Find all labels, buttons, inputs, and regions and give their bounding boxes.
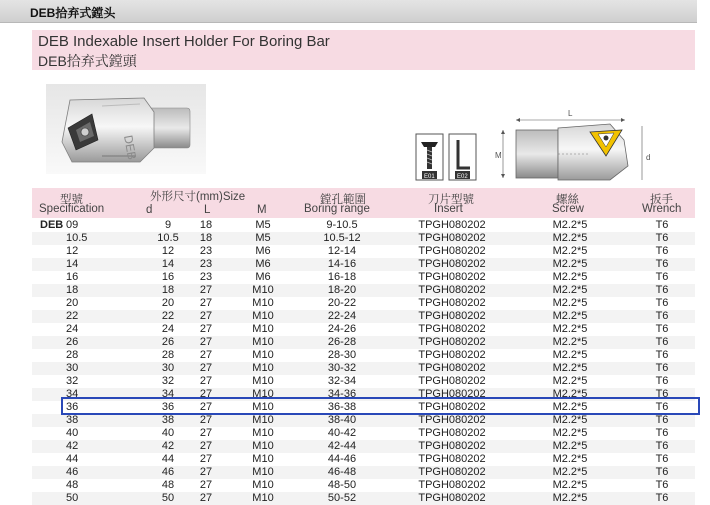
l-cell: 27: [199, 388, 213, 400]
d-cell: 46: [161, 466, 175, 478]
screw-cell: M2.2*5: [552, 414, 588, 426]
spec-cell: 48: [66, 479, 79, 491]
wrench-cell: T6: [655, 349, 669, 361]
spec-cell: 46: [66, 466, 79, 478]
product-images: [32, 70, 695, 188]
header-spec-en: Specification: [39, 203, 105, 215]
table-row: [32, 297, 695, 310]
header-insert-en: Insert: [434, 203, 463, 215]
screw-cell: M2.2*5: [552, 440, 588, 452]
spec-cell: 42: [66, 440, 79, 452]
table-row: [32, 414, 695, 427]
m-cell: M10: [252, 336, 274, 348]
boring-range-cell: 30-32: [327, 362, 357, 374]
table-header: [32, 188, 695, 218]
table-row: [32, 323, 695, 336]
wrench-code: E02: [457, 174, 468, 180]
screw-cell: M2.2*5: [552, 245, 588, 257]
d-cell: 50: [161, 492, 175, 504]
header-size: 外形尺寸(mm)Size: [150, 191, 246, 203]
table-row: [32, 219, 695, 232]
m-cell: M10: [252, 492, 274, 504]
m-cell: M10: [252, 440, 274, 452]
wrench-cell: T6: [655, 440, 669, 452]
l-cell: 27: [199, 310, 213, 322]
boring-range-cell: 40-42: [327, 427, 357, 439]
d-cell: 42: [161, 440, 175, 452]
header-wrench-cn: 扳手: [650, 194, 673, 206]
l-cell: 27: [199, 427, 213, 439]
l-cell: 23: [199, 271, 213, 283]
boring-range-cell: 50-52: [327, 492, 357, 504]
spec-cell: 44: [66, 453, 79, 465]
tool-photo: [46, 84, 206, 174]
d-cell: 32: [161, 375, 175, 387]
spec-cell: 36: [66, 401, 79, 413]
spec-cell: 38: [66, 414, 79, 426]
wrench-cell: T6: [655, 401, 669, 413]
screw-cell: M2.2*5: [552, 492, 588, 504]
screw-cell: M2.2*5: [552, 375, 588, 387]
spec-cell: 20: [66, 297, 79, 309]
spec-cell: 40: [66, 427, 79, 439]
m-cell: M6: [255, 245, 271, 257]
header-l: L: [204, 204, 211, 216]
boring-range-cell: 48-50: [327, 479, 357, 491]
boring-range-cell: 42-44: [327, 440, 357, 452]
product-header: [32, 30, 695, 70]
table-row: [32, 271, 695, 284]
insert-cell: TPGH080202: [418, 310, 486, 322]
insert-cell: TPGH080202: [418, 232, 486, 244]
l-cell: 27: [199, 284, 213, 296]
m-cell: M10: [252, 479, 274, 491]
dimension-length-label: L: [568, 109, 573, 118]
insert-cell: TPGH080202: [418, 401, 486, 413]
screw-icon: [416, 134, 443, 180]
insert-cell: TPGH080202: [418, 375, 486, 387]
boring-range-cell: 36-38: [327, 401, 357, 413]
table-row: [32, 440, 695, 453]
dimension-height-label: M: [495, 151, 502, 160]
d-cell: 14: [161, 258, 175, 270]
m-cell: M10: [252, 388, 274, 400]
l-cell: 23: [199, 245, 213, 257]
wrench-cell: T6: [655, 219, 669, 231]
l-cell: 27: [199, 479, 213, 491]
spec-cell: 32: [66, 375, 79, 387]
model-prefix: DEB: [40, 219, 64, 231]
screw-cell: M2.2*5: [552, 297, 588, 309]
spec-cell: 16: [66, 271, 79, 283]
table-row: [32, 375, 695, 388]
wrench-cell: T6: [655, 375, 669, 387]
insert-cell: TPGH080202: [418, 466, 486, 478]
boring-range-cell: 26-28: [327, 336, 357, 348]
boring-range-cell: 38-40: [327, 414, 357, 426]
boring-range-cell: 34-36: [327, 388, 357, 400]
header-m: M: [257, 204, 267, 216]
d-cell: 40: [161, 427, 175, 439]
wrench-cell: T6: [655, 258, 669, 270]
wrench-cell: T6: [655, 414, 669, 426]
d-cell: 9: [164, 219, 172, 231]
insert-cell: TPGH080202: [418, 323, 486, 335]
wrench-cell: T6: [655, 466, 669, 478]
screw-cell: M2.2*5: [552, 310, 588, 322]
m-cell: M10: [252, 310, 274, 322]
spec-cell: 28: [66, 349, 79, 361]
insert-cell: TPGH080202: [418, 479, 486, 491]
wrench-cell: T6: [655, 336, 669, 348]
m-cell: M10: [252, 401, 274, 413]
boring-range-cell: 24-26: [327, 323, 357, 335]
wrench-cell: T6: [655, 271, 669, 283]
boring-range-cell: 44-46: [327, 453, 357, 465]
l-cell: 27: [199, 375, 213, 387]
l-cell: 27: [199, 362, 213, 374]
header-d: d: [146, 204, 153, 216]
header-screw-en: Screw: [552, 203, 584, 215]
screw-cell: M2.2*5: [552, 453, 588, 465]
product-title-en: DEB Indexable Insert Holder For Boring Bar: [38, 33, 330, 50]
product-illustration: [32, 70, 695, 188]
header-wrench-en: Wrench: [642, 203, 682, 215]
screw-cell: M2.2*5: [552, 219, 588, 231]
screw-cell: M2.2*5: [552, 349, 588, 361]
boring-range-cell: 22-24: [327, 310, 357, 322]
window-title: DEB拾弃式鏜头: [30, 6, 116, 20]
table-row: [32, 479, 695, 492]
boring-range-cell: 12-14: [327, 245, 357, 257]
screw-cell: M2.2*5: [552, 401, 588, 413]
l-cell: 27: [199, 440, 213, 452]
wrench-cell: T6: [655, 492, 669, 504]
table-row: [32, 453, 695, 466]
insert-cell: TPGH080202: [418, 440, 486, 452]
d-cell: 20: [161, 297, 175, 309]
d-cell: 10.5: [157, 232, 179, 244]
wrench-cell: T6: [655, 310, 669, 322]
boring-range-cell: 18-20: [327, 284, 357, 296]
wrench-icon: [449, 134, 476, 180]
highlight-box: [61, 397, 700, 415]
header-insert-cn: 刀片型號: [428, 194, 474, 206]
d-cell: 28: [161, 349, 175, 361]
m-cell: M10: [252, 427, 274, 439]
l-cell: 18: [199, 219, 213, 231]
l-cell: 27: [199, 492, 213, 504]
screw-cell: M2.2*5: [552, 232, 588, 244]
screw-cell: M2.2*5: [552, 388, 588, 400]
l-cell: 27: [199, 414, 213, 426]
screw-cell: M2.2*5: [552, 466, 588, 478]
l-cell: 27: [199, 336, 213, 348]
d-cell: 26: [161, 336, 175, 348]
table-row: [32, 349, 695, 362]
d-cell: 16: [161, 271, 175, 283]
wrench-cell: T6: [655, 388, 669, 400]
boring-range-cell: 28-30: [327, 349, 357, 361]
dimension-drawing: [495, 109, 650, 180]
m-cell: M10: [252, 362, 274, 374]
screw-code: E01: [424, 174, 435, 180]
spec-table: [32, 219, 695, 505]
l-cell: 27: [199, 297, 213, 309]
spec-cell: 12: [66, 245, 79, 257]
wrench-cell: T6: [655, 427, 669, 439]
l-cell: 27: [199, 453, 213, 465]
table-row: [32, 245, 695, 258]
m-cell: M5: [255, 219, 271, 231]
screw-cell: M2.2*5: [552, 323, 588, 335]
screw-cell: M2.2*5: [552, 336, 588, 348]
d-cell: 38: [161, 414, 175, 426]
d-cell: 36: [161, 401, 175, 413]
spec-cell: 24: [66, 323, 79, 335]
wrench-cell: T6: [655, 479, 669, 491]
screw-cell: M2.2*5: [552, 258, 588, 270]
boring-range-cell: 46-48: [327, 466, 357, 478]
boring-range-cell: 16-18: [327, 271, 357, 283]
wrench-cell: T6: [655, 453, 669, 465]
l-cell: 27: [199, 323, 213, 335]
header-screw-cn: 螺絲: [556, 194, 579, 206]
insert-cell: TPGH080202: [418, 258, 486, 270]
l-cell: 27: [199, 401, 213, 413]
boring-range-cell: 32-34: [327, 375, 357, 387]
wrench-cell: T6: [655, 284, 669, 296]
header-bore-en: Boring range: [304, 203, 370, 215]
header-spec-cn: 型號: [60, 194, 83, 206]
table-row: [32, 232, 695, 245]
m-cell: M10: [252, 414, 274, 426]
m-cell: M10: [252, 297, 274, 309]
d-cell: 12: [161, 245, 175, 257]
spec-cell: 22: [66, 310, 79, 322]
insert-cell: TPGH080202: [418, 388, 486, 400]
header-bore-cn: 鏜孔範圍: [320, 194, 366, 206]
spec-cell: 18: [66, 284, 79, 296]
spec-cell: 30: [66, 362, 79, 374]
insert-cell: TPGH080202: [418, 414, 486, 426]
boring-range-cell: 9-10.5: [326, 219, 358, 231]
table-row: [32, 310, 695, 323]
d-cell: 48: [161, 479, 175, 491]
product-title-cn: DEB拾弃式鏜頭: [38, 53, 137, 69]
insert-cell: TPGH080202: [418, 492, 486, 504]
screw-cell: M2.2*5: [552, 362, 588, 374]
boring-range-cell: 14-16: [327, 258, 357, 270]
wrench-cell: T6: [655, 362, 669, 374]
l-cell: 27: [199, 466, 213, 478]
spec-cell: 10.5: [66, 232, 88, 244]
d-cell: 30: [161, 362, 175, 374]
table-row: [32, 336, 695, 349]
insert-cell: TPGH080202: [418, 427, 486, 439]
d-cell: 24: [161, 323, 175, 335]
screw-cell: M2.2*5: [552, 479, 588, 491]
dimension-diameter-label: d: [646, 153, 651, 162]
l-cell: 23: [199, 258, 213, 270]
m-cell: M10: [252, 375, 274, 387]
tool-marking: DEB: [121, 134, 140, 161]
spec-cell: 09: [66, 219, 79, 231]
wrench-cell: T6: [655, 245, 669, 257]
insert-cell: TPGH080202: [418, 245, 486, 257]
table-row: [32, 284, 695, 297]
screw-cell: M2.2*5: [552, 271, 588, 283]
boring-range-cell: 20-22: [327, 297, 357, 309]
wrench-cell: T6: [655, 232, 669, 244]
insert-cell: TPGH080202: [418, 284, 486, 296]
spec-cell: 50: [66, 492, 79, 504]
m-cell: M10: [252, 453, 274, 465]
d-cell: 44: [161, 453, 175, 465]
d-cell: 34: [161, 388, 175, 400]
m-cell: M10: [252, 349, 274, 361]
m-cell: M10: [252, 323, 274, 335]
insert-cell: TPGH080202: [418, 453, 486, 465]
spec-cell: 26: [66, 336, 79, 348]
l-cell: 27: [199, 349, 213, 361]
m-cell: M10: [252, 466, 274, 478]
table-row: [32, 427, 695, 440]
insert-cell: TPGH080202: [418, 219, 486, 231]
l-cell: 18: [199, 232, 213, 244]
table-row: [32, 362, 695, 375]
title-bar: [0, 0, 697, 23]
d-cell: 18: [161, 284, 175, 296]
boring-range-cell: 10.5-12: [323, 232, 361, 244]
insert-cell: TPGH080202: [418, 362, 486, 374]
insert-cell: TPGH080202: [418, 336, 486, 348]
screw-cell: M2.2*5: [552, 284, 588, 296]
table-row: [32, 466, 695, 479]
m-cell: M6: [255, 258, 271, 270]
m-cell: M6: [255, 271, 271, 283]
screw-cell: M2.2*5: [552, 427, 588, 439]
wrench-cell: T6: [655, 297, 669, 309]
spec-cell: 14: [66, 258, 79, 270]
wrench-cell: T6: [655, 323, 669, 335]
spec-cell: 34: [66, 388, 79, 400]
m-cell: M5: [255, 232, 271, 244]
d-cell: 22: [161, 310, 175, 322]
table-row: [32, 258, 695, 271]
insert-cell: TPGH080202: [418, 349, 486, 361]
insert-cell: TPGH080202: [418, 297, 486, 309]
insert-cell: TPGH080202: [418, 271, 486, 283]
table-row: [32, 492, 695, 505]
m-cell: M10: [252, 284, 274, 296]
